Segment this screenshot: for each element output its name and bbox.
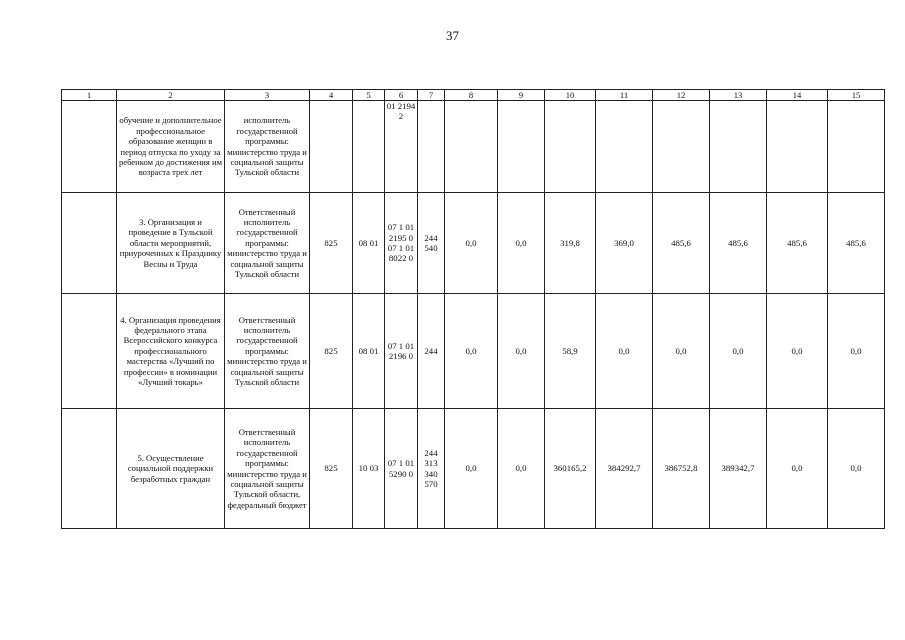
col-header: 7: [418, 90, 445, 101]
section-cell: [353, 101, 385, 193]
col-header: 13: [710, 90, 767, 101]
value-cell: 485,6: [653, 193, 710, 294]
value-cell: 485,6: [710, 193, 767, 294]
value-cell: 0,0: [445, 193, 498, 294]
expense-type-cell: 244 540: [418, 193, 445, 294]
value-cell: [596, 101, 653, 193]
value-cell: 0,0: [767, 294, 828, 409]
col-header: 11: [596, 90, 653, 101]
table-row: [62, 294, 885, 409]
expense-type-cell: 244 313 340 570: [418, 409, 445, 529]
value-cell: 319,8: [545, 193, 596, 294]
table-row: [62, 409, 885, 529]
grbs-cell: [310, 101, 353, 193]
col-header: 10: [545, 90, 596, 101]
col-header: 2: [117, 90, 225, 101]
value-cell: 0,0: [498, 193, 545, 294]
value-cell: 384292,7: [596, 409, 653, 529]
value-cell: [767, 101, 828, 193]
value-cell: 389342,7: [710, 409, 767, 529]
value-cell: 0,0: [828, 294, 885, 409]
executor-cell: Ответственный исполнитель государственной программы: министерство труда и социальной защиты Тульской области: [225, 193, 310, 294]
col-header: 1: [62, 90, 117, 101]
value-cell: 485,6: [767, 193, 828, 294]
budget-table: [61, 89, 885, 529]
value-cell: [828, 101, 885, 193]
value-cell: [710, 101, 767, 193]
col-header: 4: [310, 90, 353, 101]
grbs-cell: 825: [310, 294, 353, 409]
col-header: 15: [828, 90, 885, 101]
grbs-cell: 825: [310, 409, 353, 529]
row-index-cell: [62, 294, 117, 409]
expense-type-cell: [418, 101, 445, 193]
expense-type-cell: 244: [418, 294, 445, 409]
executor-cell: Ответственный исполнитель государственной программы: министерство труда и социальной защиты Тульской области: [225, 294, 310, 409]
value-cell: 485,6: [828, 193, 885, 294]
target-article-cell: 07 1 01 2196 0: [385, 294, 418, 409]
activity-name-cell: 4. Организация проведения федерального этапа Всероссийского конкурса профессионального мастерства «Лучший по профессии» в номинации «Лучший токарь»: [117, 294, 225, 409]
value-cell: 0,0: [498, 409, 545, 529]
section-cell: 08 01: [353, 294, 385, 409]
col-header: 6: [385, 90, 418, 101]
table-row: [62, 193, 885, 294]
grbs-cell: 825: [310, 193, 353, 294]
table-row: [62, 101, 885, 193]
target-article-cell: 07 1 01 2195 0 07 1 01 8022 0: [385, 193, 418, 294]
value-cell: 0,0: [710, 294, 767, 409]
value-cell: 369,0: [596, 193, 653, 294]
value-cell: 0,0: [828, 409, 885, 529]
executor-cell: исполнитель государственной программы: министерство труда и социальной защиты Тульской области: [225, 101, 310, 193]
value-cell: 360165,2: [545, 409, 596, 529]
page-number: 37: [446, 28, 459, 43]
col-header: 9: [498, 90, 545, 101]
section-cell: 08 01: [353, 193, 385, 294]
value-cell: 0,0: [767, 409, 828, 529]
value-cell: 0,0: [498, 294, 545, 409]
value-cell: 58,9: [545, 294, 596, 409]
value-cell: 0,0: [445, 294, 498, 409]
header-row: [62, 90, 885, 101]
col-header: 8: [445, 90, 498, 101]
value-cell: 386752,8: [653, 409, 710, 529]
activity-name-cell: 5. Осуществление социальной поддержки безработных граждан: [117, 409, 225, 529]
row-index-cell: [62, 193, 117, 294]
value-cell: 0,0: [445, 409, 498, 529]
budget-table-container: [61, 89, 885, 529]
row-index-cell: [62, 101, 117, 193]
value-cell: 0,0: [653, 294, 710, 409]
col-header: 12: [653, 90, 710, 101]
row-index-cell: [62, 409, 117, 529]
executor-cell: Ответственный исполнитель государственной программы: министерство труда и социальной защиты Тульской области, федеральный бюджет: [225, 409, 310, 529]
activity-name-cell: обучение и дополнительное профессиональное образование женщин в период отпуска по уходу за ребенком до достижения им возраста трех лет: [117, 101, 225, 193]
target-article-cell: 07 1 01 5290 0: [385, 409, 418, 529]
target-article-cell: 01 2194 2: [385, 101, 418, 193]
activity-name-cell: 3. Организация и проведение в Тульской области мероприятий, приуроченных к Празднику Весны и Труда: [117, 193, 225, 294]
value-cell: [445, 101, 498, 193]
section-cell: 10 03: [353, 409, 385, 529]
col-header: 5: [353, 90, 385, 101]
value-cell: [545, 101, 596, 193]
value-cell: [653, 101, 710, 193]
value-cell: [498, 101, 545, 193]
col-header: 3: [225, 90, 310, 101]
value-cell: 0,0: [596, 294, 653, 409]
col-header: 14: [767, 90, 828, 101]
